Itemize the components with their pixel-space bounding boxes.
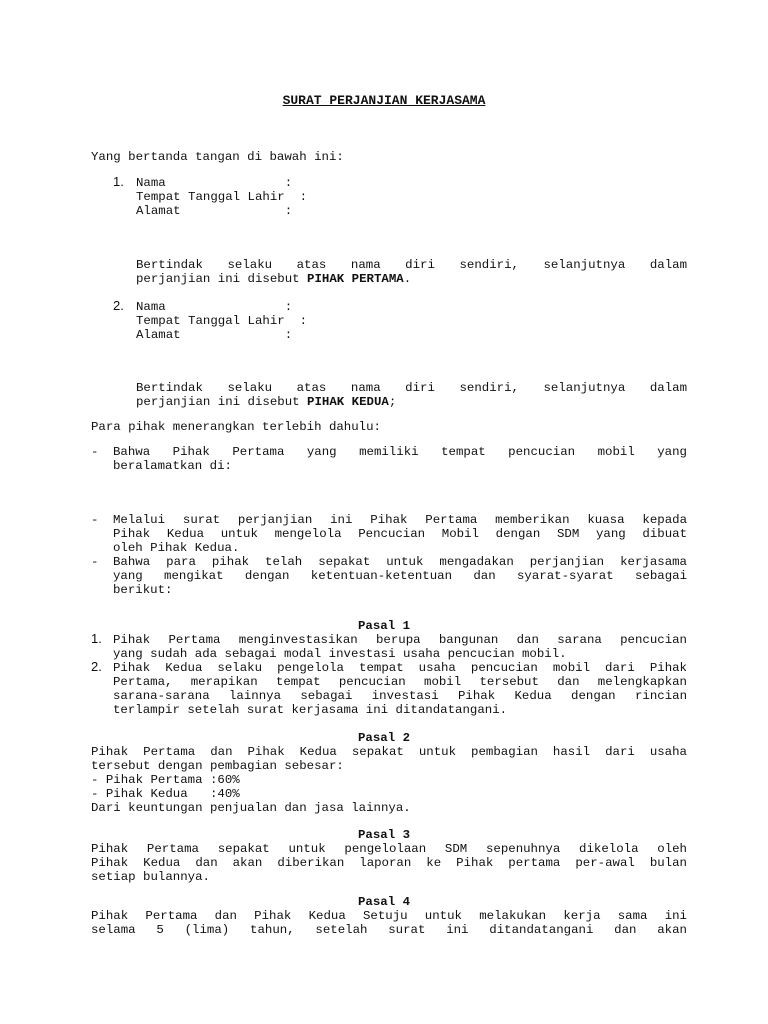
recital3-line1: Bahwa para pihak telah sepakat untuk mengadakan perjanjian kerjasama (113, 555, 687, 569)
pasal1-item1-number: 1. (91, 631, 102, 646)
pasal2-line2: tersebut dengan pembagian sebesar: (91, 759, 344, 773)
pasal1-item2-line4: terlampir setelah surat kerjasama ini ditandatangani. (113, 703, 508, 717)
pasal1-item1-line1: Pihak Pertama menginvestasikan berupa bangunan dan sarana pencucian (113, 633, 687, 647)
pasal1-item2-line2: Pertama, merapikan tempat pencucian mobil tersebut dan melengkapkan (113, 675, 687, 689)
recital-dash: - (91, 445, 99, 459)
pasal2-share-pertama: - Pihak Pertama :60% (91, 773, 240, 787)
recital3-line3: berikut: (113, 583, 173, 597)
party1-address-field: Alamat : (136, 204, 293, 218)
pasal4-heading: Pasal 4 (357, 895, 411, 909)
party2-role-line2: perjanjian ini disebut PIHAK KEDUA; (136, 395, 397, 409)
recital-dash: - (91, 513, 99, 527)
pasal4-line2: selama 5 (lima) tahun, setelah surat ini ditandatangani dan akan (91, 923, 687, 937)
recital1-line2: beralamatkan di: (113, 459, 232, 473)
pasal2-share-kedua: - Pihak Kedua :40% (91, 787, 240, 801)
pasal3-line3: setiap bulannya. (91, 870, 210, 884)
party1-role-line2: perjanjian ini disebut PIHAK PERTAMA. (136, 272, 412, 286)
pasal2-line5: Dari keuntungan penjualan dan jasa lainnya. (91, 801, 411, 815)
party2-role-name: PIHAK KEDUA (307, 395, 389, 409)
party1-role-line1: Bertindak selaku atas nama diri sendiri, selanjutnya dalam (136, 258, 687, 272)
party2-birth-field: Tempat Tanggal Lahir : (136, 314, 308, 328)
pasal1-item2-number: 2. (91, 659, 102, 674)
party1-birth-field: Tempat Tanggal Lahir : (136, 190, 308, 204)
recital3-line2: yang mengikat dengan ketentuan-ketentuan dan syarat-syarat sebagai (113, 569, 687, 583)
pasal3-line2: Pihak Kedua dan akan diberikan laporan ke Pihak pertama per-awal bulan (91, 856, 687, 870)
pasal3-line1: Pihak Pertama sepakat untuk pengelolaan SDM sepenuhnya dikelola oleh (91, 842, 687, 856)
pasal2-heading: Pasal 2 (357, 731, 411, 745)
recital-dash: - (91, 555, 99, 569)
intro-text: Yang bertanda tangan di bawah ini: (91, 150, 344, 164)
party1-name-field: Nama : (136, 176, 293, 190)
pasal4-line1: Pihak Pertama dan Pihak Kedua Setuju untuk melakukan kerja sama ini (91, 909, 687, 923)
party2-role-line1: Bertindak selaku atas nama diri sendiri, selanjutnya dalam (136, 381, 687, 395)
pasal1-item2-line3: sarana-sarana lainnya sebagai investasi Pihak Kedua dengan rincian (113, 689, 687, 703)
recitals-intro: Para pihak menerangkan terlebih dahulu: (91, 420, 381, 434)
pasal1-item1-line2: yang sudah ada sebagai modal investasi usaha pencucian mobil. (113, 647, 567, 661)
pasal1-heading: Pasal 1 (357, 619, 411, 633)
party2-address-field: Alamat : (136, 328, 293, 342)
party1-number: 1. (113, 174, 124, 189)
pasal1-item2-line1: Pihak Kedua selaku pengelola tempat usaha pencucian mobil dari Pihak (113, 661, 687, 675)
recital2-line2: Pihak Kedua untuk mengelola Pencucian Mobil dengan SDM yang dibuat (113, 527, 687, 541)
party1-role-name: PIHAK PERTAMA (307, 272, 404, 286)
pasal3-heading: Pasal 3 (357, 828, 411, 842)
party2-number: 2. (113, 298, 124, 313)
pasal2-line1: Pihak Pertama dan Pihak Kedua sepakat untuk pembagian hasil dari usaha (91, 745, 687, 759)
document-title: SURAT PERJANJIAN KERJASAMA (282, 93, 486, 108)
recital2-line3: oleh Pihak Kedua. (113, 541, 240, 555)
party2-name-field: Nama : (136, 300, 293, 314)
recital1-line1: Bahwa Pihak Pertama yang memiliki tempat pencucian mobil yang (113, 445, 687, 459)
recital2-line1: Melalui surat perjanjian ini Pihak Pertama memberikan kuasa kepada (113, 513, 687, 527)
